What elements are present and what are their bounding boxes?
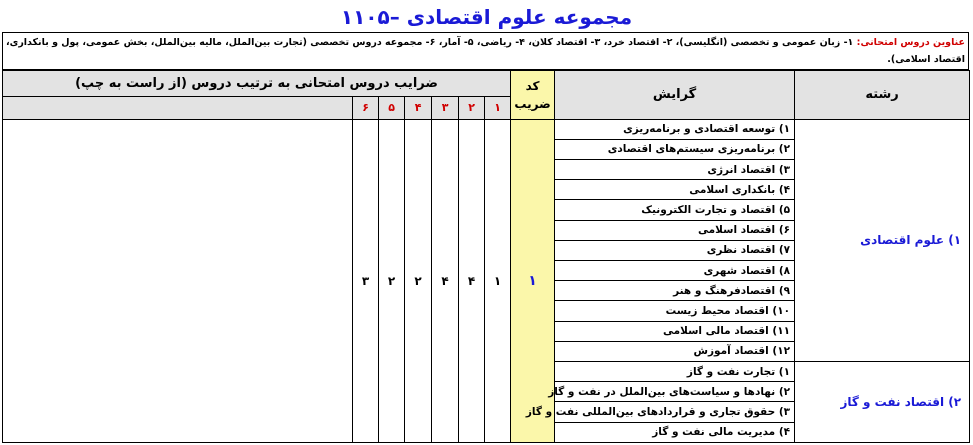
exam-subjects-text: ۱- زبان عمومی و تخصصی (انگلیسی)، ۲- اقتصاد خرد، ۳- اقتصاد کلان، ۴- ریاضی، ۵- آمار، ۶- مجموعه دروس تخصصی (تجارت بین‌الملل، مالیه بین‌الملل، بخش عمومی، پول و بانکداری، اقتصاد اسلامی).: [6, 37, 965, 65]
weight-cell: ۲: [379, 119, 405, 442]
course-number-header: ۳: [432, 97, 459, 119]
weight-cell: ۴: [459, 119, 485, 442]
weight-cell: ۳: [353, 119, 379, 442]
header-field: رشته: [795, 71, 970, 120]
track-cell: ۳) حقوق تجاری و قراردادهای بین‌المللی نفت و گاز: [555, 402, 795, 422]
track-cell: ۱) توسعه اقتصادی و برنامه‌ریزی: [555, 119, 795, 139]
weight-cell: ۲: [405, 119, 432, 442]
track-cell: ۷) اقتصاد نظری: [555, 240, 795, 260]
track-cell: ۱) تجارت نفت و گاز: [555, 361, 795, 381]
coef-code-cell: ۱: [511, 119, 555, 442]
exam-subjects-label: عناوین دروس امتحانی:: [856, 37, 966, 48]
field-name-cell: ۱) علوم اقتصادی: [795, 119, 970, 361]
table-row: [3, 119, 970, 139]
weight-cell: ۴: [432, 119, 459, 442]
track-cell: ۶) اقتصاد اسلامی: [555, 220, 795, 240]
track-cell: ۲) نهادها و سیاست‌های بین‌الملل در نفت و گاز: [555, 382, 795, 402]
exam-subjects-box: [2, 32, 969, 70]
course-number-header: ۴: [405, 97, 432, 119]
header-coef-code: کد ضریب: [511, 71, 555, 120]
track-cell: ۱۲) اقتصاد آموزش: [555, 341, 795, 361]
weight-cell: ۱: [485, 119, 511, 442]
track-cell: ۱۱) اقتصاد مالی اسلامی: [555, 321, 795, 341]
track-cell: ۹) اقتصادفرهنگ و هنر: [555, 281, 795, 301]
track-cell: ۵) اقتصاد و تجارت الکترونیک: [555, 200, 795, 220]
header-track: گرایش: [555, 71, 795, 120]
track-cell: ۴) مدیریت مالی نفت و گاز: [555, 422, 795, 442]
header-weights: ضرایب دروس امتحانی به ترتیب دروس (از راست به چپ): [3, 71, 511, 97]
track-cell: ۸) اقتصاد شهری: [555, 260, 795, 280]
track-cell: ۴) بانکداری اسلامی: [555, 180, 795, 200]
track-cell: ۳) اقتصاد انرژی: [555, 159, 795, 179]
course-number-header: ۵: [379, 97, 405, 119]
field-name-cell: ۲) اقتصاد نفت و گاز: [795, 361, 970, 442]
header-blank-cell: [3, 97, 353, 119]
course-number-header: ۱: [485, 97, 511, 119]
track-cell: ۲) برنامه‌ریزی سیستم‌های اقتصادی: [555, 139, 795, 159]
course-number-header: ۶: [353, 97, 379, 119]
course-number-header: ۲: [459, 97, 485, 119]
page-title: ۱۱۰۵– مجموعه علوم اقتصادی: [340, 5, 633, 29]
track-cell: ۱۰) اقتصاد محیط زیست: [555, 301, 795, 321]
coefficients-table: [2, 70, 970, 443]
blank-cell: [3, 119, 353, 442]
